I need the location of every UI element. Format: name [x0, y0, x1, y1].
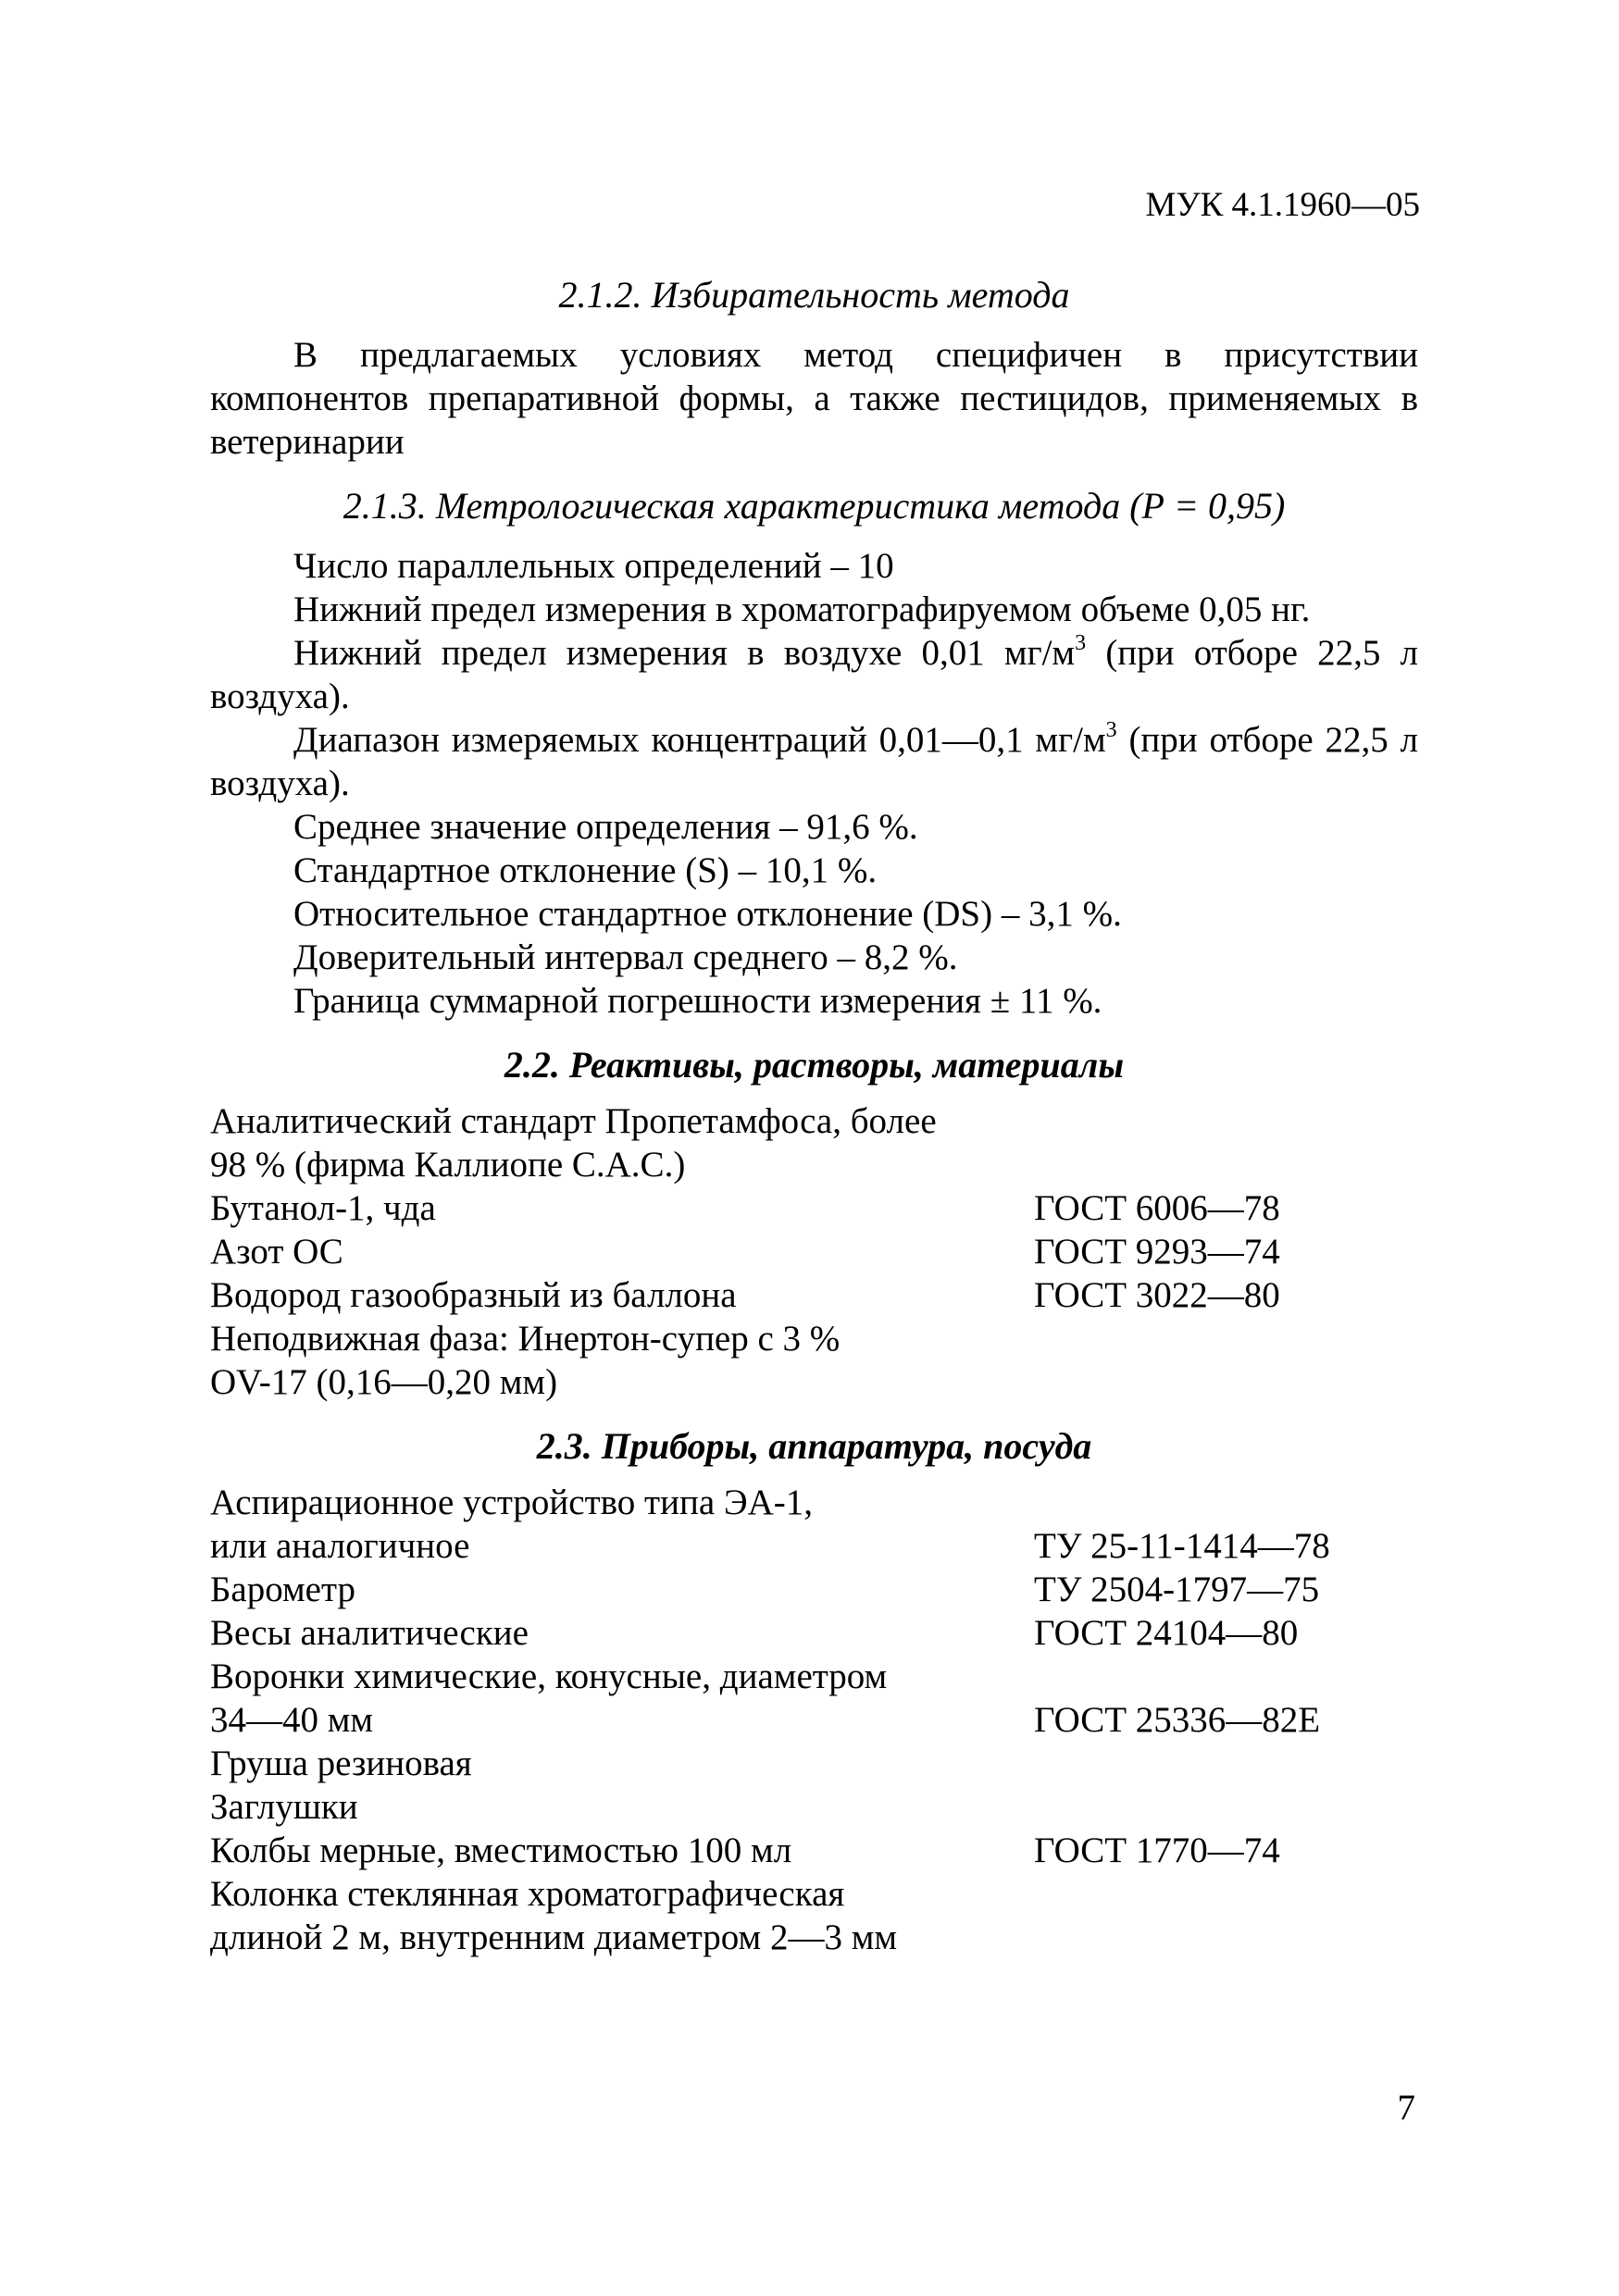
page-number: 7 — [1397, 2088, 1415, 2128]
section-212-title: 2.1.2. Избирательность метода — [558, 274, 1070, 316]
confidence-interval: Доверительный интервал среднего – 8,2 %. — [293, 937, 958, 977]
list-item: 34—40 мм ГОСТ 25336—82Е — [210, 1700, 1321, 1740]
list-item: Весы аналитические ГОСТ 24104—80 — [210, 1613, 1299, 1653]
list-item: Аналитический стандарт Пропетамфоса, более — [210, 1101, 937, 1141]
list-item: Водород газообразный из баллона ГОСТ 3022—80 — [210, 1275, 1280, 1315]
rel-std-deviation: Относительное стандартное отклонение (DS) – 3,1 %. — [293, 894, 1122, 934]
section-23-title: 2.3. Приборы, аппаратура, посуда — [536, 1425, 1092, 1467]
list-item: Груша резиновая — [210, 1744, 472, 1783]
list-item: Воронки химические, конусные, диаметром — [210, 1657, 888, 1696]
document-code: МУК 4.1.1960—05 — [1145, 186, 1420, 224]
list-item: 98 % (фирма Каллиопе С.А.С.) — [210, 1145, 686, 1185]
list-item: Неподвижная фаза: Инертон-супер с 3 % — [210, 1319, 841, 1359]
list-item: Бутанол-1, чда ГОСТ 6006—78 — [210, 1188, 1280, 1228]
section-213-title: 2.1.3. Метрологическая характеристика метода (Р = 0,95) — [342, 485, 1286, 527]
equipment-list — [210, 1481, 1418, 1959]
list-item: Барометр ТУ 2504-1797—75 — [210, 1570, 1320, 1609]
document-body — [210, 264, 1418, 1959]
list-item: Аспирационное устройство типа ЭА-1, — [210, 1483, 814, 1522]
list-item: длиной 2 м, внутренним диаметром 2—3 мм — [210, 1917, 898, 1957]
measurement-range: Диапазон измеряемых концентраций 0,01—0,1 $мг/м^3$ (при отборе 22,5 л воздуха). — [210, 718, 1418, 803]
section-212-paragraph: В предлагаемых условиях метод специфичен в присутствии компонентов препаративной формы, а также пестицидов, применяемых в ветеринарии — [210, 335, 1418, 462]
mean-value: Среднее значение определения – 91,6 %. — [293, 807, 918, 847]
std-deviation: Стандартное отклонение (S) – 10,1 %. — [293, 850, 878, 890]
reagents-list — [210, 1099, 1418, 1404]
section-22-title: 2.2. Реактивы, растворы, материалы — [504, 1044, 1125, 1086]
lower-limit-air: Нижний предел измерения в воздухе 0,01 $мг/м^3$ (при отборе 22,5 л воздуха). — [210, 631, 1419, 716]
list-item: Колбы мерные, вместимостью 100 мл ГОСТ 1770—74 — [210, 1831, 1280, 1870]
error-bound: Граница суммарной погрешности измерения ± 11 %. — [293, 981, 1102, 1021]
lower-limit-chrom: Нижний предел измерения в хроматографируемом объеме 0,05 нг. — [293, 590, 1311, 629]
list-item: или аналогичное ТУ 25-11-1414—78 — [210, 1526, 1330, 1566]
list-item: OV-17 (0,16—0,20 мм) — [210, 1362, 558, 1402]
list-item: Колонка стеклянная хроматографическая — [210, 1874, 845, 1914]
list-item: Азот ОС ГОСТ 9293—74 — [210, 1232, 1280, 1272]
list-item: Заглушки — [210, 1787, 358, 1827]
parallel-count: Число параллельных определений – 10 — [293, 546, 894, 586]
